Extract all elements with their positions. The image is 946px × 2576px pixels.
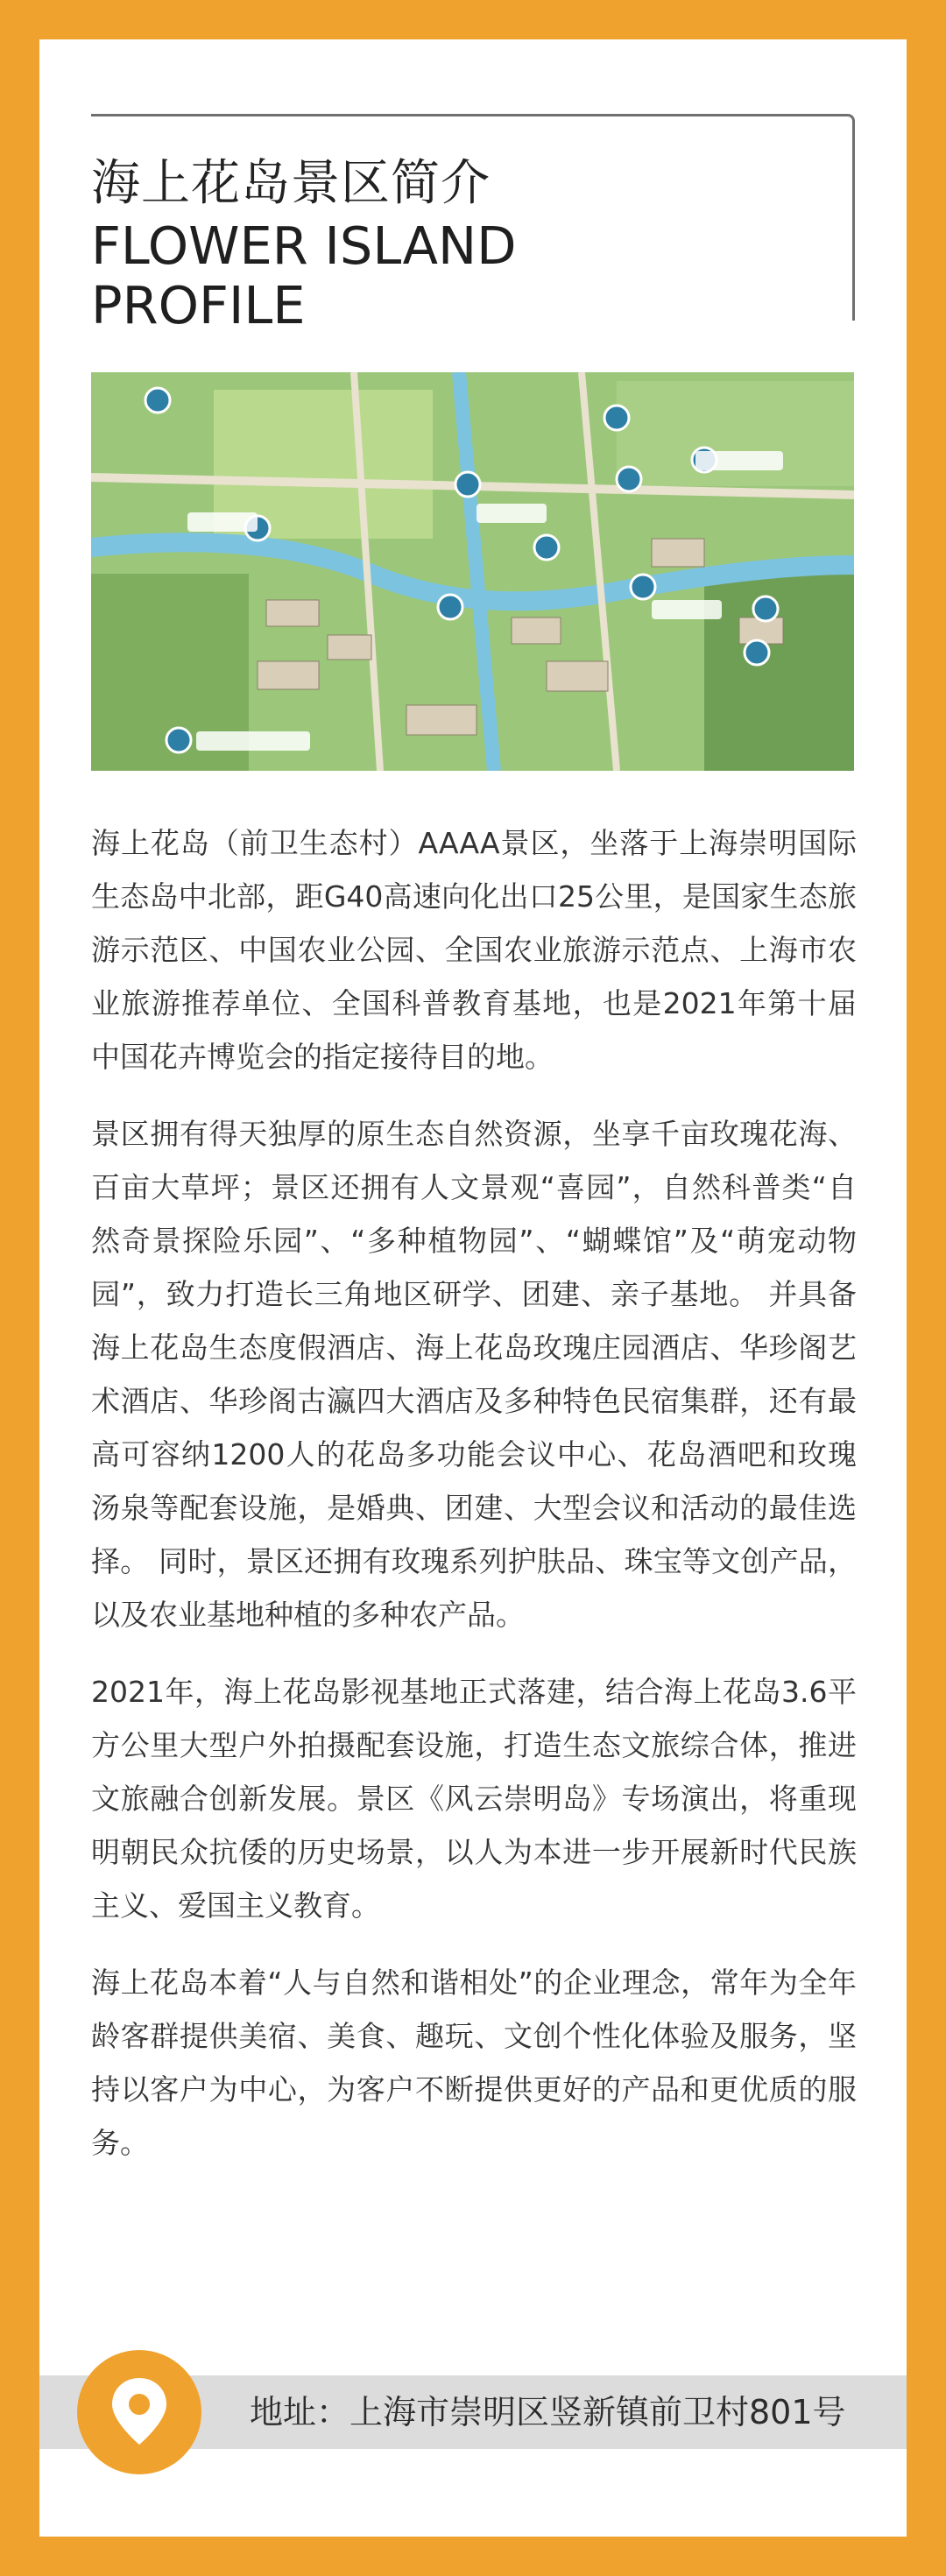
location-pin-icon [77,2350,201,2474]
page-subtitle-english: FLOWER ISLAND PROFILE [91,215,517,335]
paragraph-philosophy: 海上花岛本着“人与自然和谐相处”的企业理念，常年为全年龄客群提供美宿、美食、趣玩、文创个性化体验及服务，坚持以客户为中心，为客户不断提供更好的产品和更优质的服务。 [91,1966,857,2160]
map-illustration [91,372,854,771]
address-text: 地址：上海市崇明区竖新镇前卫村801号 [250,2393,846,2431]
paragraph-film-base: 2021年，海上花岛影视基地正式落建，结合海上花岛3.6平方公里大型户外拍摄配套设施，打造生态文旅综合体，推进文旅融合创新发展。景区《风云崇明岛》专场演出，将重现明朝民众抗倭的历史场景，以人为本进一步开展新时代民族主义、爱国主义教育。 [91,1675,857,1923]
paragraph-intro: 海上花岛（前卫生态村）AAAA景区，坐落于上海崇明国际生态岛中北部，距G40高速向化出口25公里，是国家生态旅游示范区、中国农业公园、全国农业旅游示范点、上海市农业旅游推荐单位、全国科普教育基地，也是2021年第十届中国花卉博览会的指定接待目的地。 [91,826,857,1074]
scenic-area-map [91,372,854,771]
location-pin-graphic [77,2350,201,2474]
header-frame [91,114,855,335]
page-title: 海上花岛景区简介 [91,155,491,212]
profile-text [91,816,857,2193]
paragraph-resources: 景区拥有得天独厚的原生态自然资源，坐享千亩玫瑰花海、百亩大草坪；景区还拥有人文景观“喜园”，自然科普类“自然奇景探险乐园”、“多种植物园”、“蝴蝶馆”及“萌宠动物园”，致力打造长三角地区研学、团建、亲子基地。 并具备海上花岛生态度假酒店、海上花岛玫瑰庄园酒店、华珍阁艺术酒店、华珍阁古瀛四大酒店及多种特色民宿集群，还有最高可容纳1200人的花岛多功能会议中心、花岛酒吧和玫瑰汤泉等配套设施，是婚典、团建、大型会议和活动的最佳选择。 同时，景区还拥有玫瑰系列护肤品、珠宝等文创产品，以及农业基地种植的多种农产品。 [91,1117,857,1632]
